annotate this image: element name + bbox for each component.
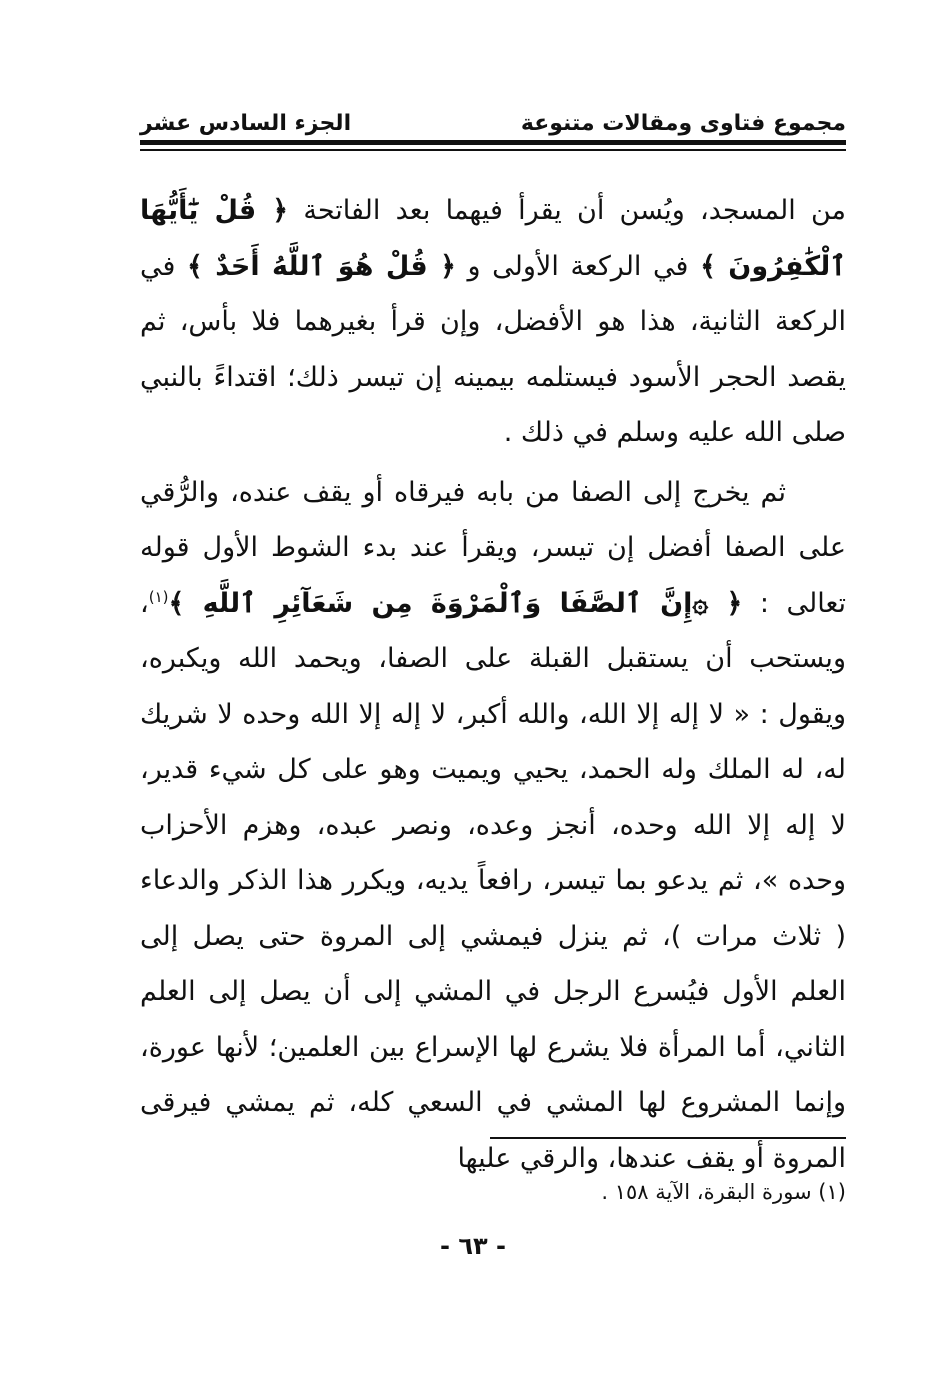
header-rule-thin bbox=[140, 149, 846, 151]
footnote-rule bbox=[490, 1137, 846, 1139]
paragraph-1 bbox=[140, 183, 846, 461]
paragraph-1-text-b: في الركعة الأولى و bbox=[455, 250, 701, 282]
quran-verse-ikhlas: ﴿ قُلْ هُوَ ٱللَّهُ أَحَدٌ ﴾ bbox=[187, 250, 456, 282]
page-number: - ٦٣ - bbox=[440, 1232, 506, 1260]
paragraph-2-text-b: ، ويستحب أن يستقبل القبلة على الصفا، ويحمد الله ويكبره، ويقول : « لا إله إلا الله، والله أكبر، لا إله إلا الله وحده لا شريك له، له الملك وله الحمد، يحيي ويميت وهو على كل شيء قدير، لا إله إلا الله وحده، أنجز وعده، ونصر عبده، وهزم الأحزاب وحده »، ثم يدعو بما تيسر، رافعاً يديه، ويكرر هذا الذكر والدعاء ( ثلاث مرات )، ثم ينزل فيمشي إلى المروة حتى يصل إلى العلم الأول فيُسرع الرجل في المشي إلى أن يصل إلى العلم الثاني، أما المرأة فلا يشرع لها الإسراع بين العلمين؛ لأنها عورة، وإنما المشروع لها المشي في السعي كله، ثم يمشي فيرقى المروة أو يقف عندها، والرقي عليها bbox=[140, 587, 846, 1174]
paragraph-2 bbox=[140, 465, 846, 1187]
header-rule-thick bbox=[140, 140, 846, 145]
footnote: (١) سورة البقرة، الآية ١٥٨ . bbox=[601, 1180, 846, 1204]
running-header bbox=[140, 96, 846, 136]
volume-label: الجزء السادس عشر bbox=[140, 111, 352, 136]
paragraph-1-text-a: من المسجد، ويُسن أن يقرأ فيهما بعد الفاتحة bbox=[288, 195, 846, 226]
quran-verse-kafirun: ﴿ قُلْ يَٰٓأَيُّهَا ٱلْكَٰفِرُونَ ﴾ bbox=[140, 195, 847, 282]
paragraph-2-text-a: ثم يخرج إلى الصفا من بابه فيرقاه أو يقف عنده، والرُّقي على الصفا أفضل إن تيسر، ويقرأ عند بدء الشوط الأول قوله تعالى : bbox=[140, 476, 846, 619]
quran-verse-safa-marwa: ﴿ ۞إِنَّ ٱلصَّفَا وَٱلْمَرْوَةَ مِن شَعَآئِرِ ٱللَّهِ ﴾ bbox=[168, 587, 743, 619]
paragraph-1-text-c: في الركعة الثانية، هذا هو الأفضل، وإن قرأ بغيرهما فلا بأس، ثم يقصد الحجر الأسود فيستلمه بيمينه إن تيسر ذلك؛ اقتداءً بالنبي صلى الله عليه وسلم في ذلك . bbox=[140, 250, 846, 448]
book-title: مجموع فتاوى ومقالات متنوعة bbox=[520, 111, 846, 136]
main-text bbox=[140, 183, 846, 1186]
footnote-reference: (١) bbox=[148, 587, 169, 606]
